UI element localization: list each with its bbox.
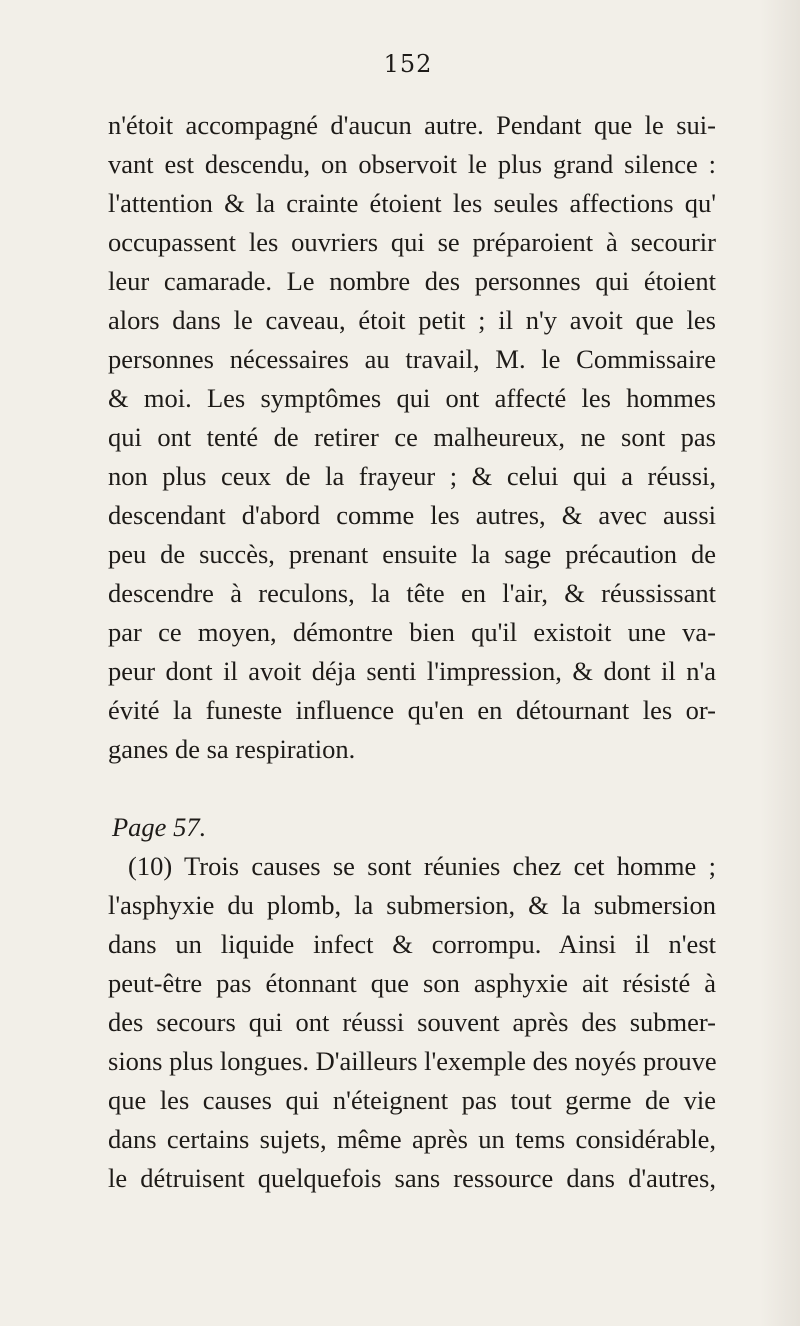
text-line: qui ont tenté de retirer ce malheureux, ne sont pas [108, 422, 716, 452]
text-line: (10) Trois causes se sont réunies chez cet homme ; [128, 851, 716, 881]
text-line: occupassent les ouvriers qui se préparoient à secourir [108, 227, 716, 257]
body-text [108, 106, 716, 1198]
text-line: le détruisent quelquefois sans ressource dans d'autres, [108, 1163, 716, 1193]
text-line: dans un liquide infect & corrompu. Ainsi il n'est [108, 929, 716, 959]
text-line: & moi. Les symptômes qui ont affecté les hommes [108, 383, 716, 413]
text-line: par ce moyen, démontre bien qu'il existoit une va- [108, 617, 716, 647]
page-reference: Page 57. [112, 812, 207, 842]
text-line: descendant d'abord comme les autres, & avec aussi [108, 500, 716, 530]
text-line: non plus ceux de la frayeur ; & celui qui a réussi, [108, 461, 716, 491]
text-line: peur dont il avoit déja senti l'impression, & dont il n'a [108, 656, 716, 686]
text-line: peut-être pas étonnant que son asphyxie ait résisté à [108, 968, 716, 998]
paragraph-1 [108, 106, 716, 769]
text-line: dans certains sujets, même après un tems considérable, [108, 1124, 716, 1154]
text-line: des secours qui ont réussi souvent après des submer- [108, 1007, 716, 1037]
text-line: l'asphyxie du plomb, la submersion, & la submersion [108, 890, 716, 920]
page-number: 152 [383, 50, 433, 78]
text-line: descendre à reculons, la tête en l'air, & réussissant [108, 578, 716, 608]
text-line: vant est descendu, on observoit le plus grand silence : [108, 149, 716, 179]
text-line: ganes de sa respiration. [108, 734, 356, 764]
text-line: n'étoit accompagné d'aucun autre. Pendant que le sui- [108, 110, 716, 140]
text-line: sions plus longues. D'ailleurs l'exemple des noyés prouve [108, 1046, 717, 1076]
text-line: personnes nécessaires au travail, M. le Commissaire [108, 344, 716, 374]
paragraph-2 [108, 847, 716, 1198]
text-line: que les causes qui n'éteignent pas tout germe de vie [108, 1085, 716, 1115]
text-line: peu de succès, prenant ensuite la sage précaution de [108, 539, 716, 569]
text-line: leur camarade. Le nombre des personnes qui étoient [108, 266, 716, 296]
text-line: l'attention & la crainte étoient les seules affections qu' [108, 188, 716, 218]
text-line: évité la funeste influence qu'en en détournant les or- [108, 695, 716, 725]
text-line: alors dans le caveau, étoit petit ; il n'y avoit que les [108, 305, 716, 335]
